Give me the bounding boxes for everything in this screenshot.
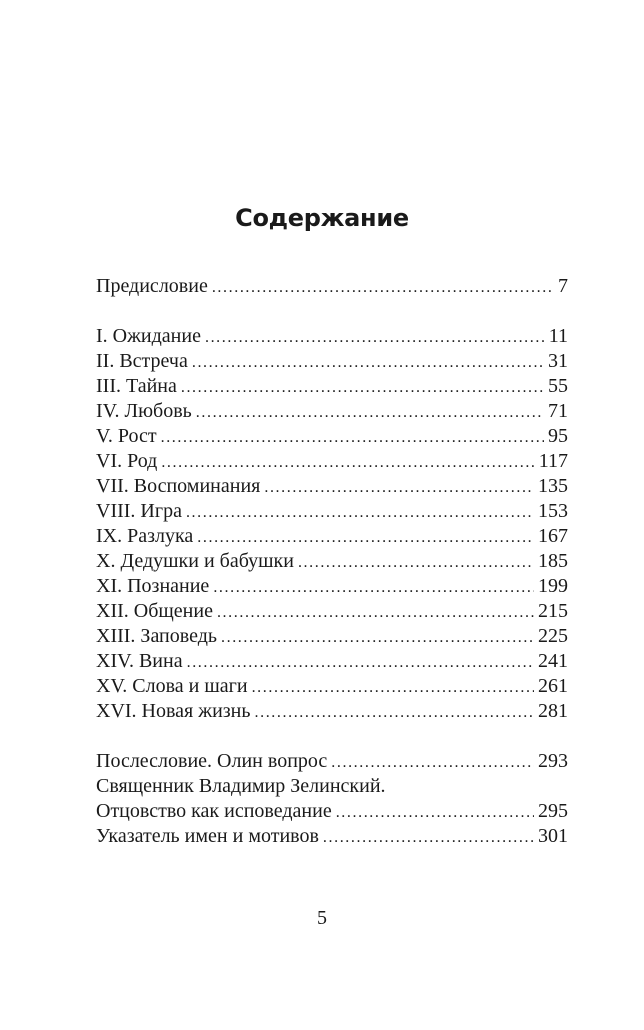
- toc-entry-label: VIII. Игра: [96, 500, 182, 522]
- page-number: 5: [317, 907, 327, 929]
- dot-leader: [264, 475, 534, 500]
- dot-leader: [196, 400, 544, 425]
- dot-leader: [186, 500, 534, 525]
- toc-entry-label: IV. Любовь: [96, 400, 192, 422]
- toc-entry-chapter[interactable]: [96, 699, 568, 724]
- dot-leader: [187, 650, 534, 675]
- toc-entry-label: VI. Род: [96, 450, 158, 472]
- dot-leader: [161, 425, 544, 450]
- dot-leader: [217, 600, 534, 625]
- toc-entry-chapter[interactable]: [96, 499, 568, 524]
- toc-entry-chapter[interactable]: [96, 349, 568, 374]
- toc-entry-page: 95: [548, 425, 568, 447]
- toc-entry-page: 31: [548, 350, 568, 372]
- toc-entry-label: XIV. Вина: [96, 650, 183, 672]
- dot-leader: [323, 825, 534, 850]
- dot-leader: [192, 350, 544, 375]
- toc-entry-label: Указатель имен и мотивов: [96, 825, 319, 847]
- toc-entry-page: 241: [538, 650, 568, 672]
- toc-entry-page: 225: [538, 625, 568, 647]
- toc-entry-chapter[interactable]: [96, 674, 568, 699]
- dot-leader: [181, 375, 544, 400]
- toc-entry-chapter[interactable]: [96, 549, 568, 574]
- toc-entry-page: 55: [548, 375, 568, 397]
- toc-entry-chapter[interactable]: [96, 324, 568, 349]
- spacer: [96, 724, 568, 749]
- toc-entry-page: 281: [538, 700, 568, 722]
- toc-entry-page: 199: [538, 575, 568, 597]
- toc-entry-label: X. Дедушки и бабушки: [96, 550, 294, 572]
- spacer: [96, 299, 568, 324]
- toc-entry-page: 135: [538, 475, 568, 497]
- toc-entry-chapter[interactable]: [96, 374, 568, 399]
- toc-entry-label: Предисловие: [96, 275, 208, 297]
- toc-entry-page: 215: [538, 600, 568, 622]
- toc-entry-page: 295: [538, 800, 568, 822]
- dot-leader: [336, 800, 534, 825]
- toc-entry-label: XV. Слова и шаги: [96, 675, 248, 697]
- toc-entry-label: XII. Общение: [96, 600, 213, 622]
- dot-leader: [213, 575, 534, 600]
- toc-entry-chapter[interactable]: [96, 399, 568, 424]
- toc-entry-chapter[interactable]: [96, 624, 568, 649]
- dot-leader: [212, 275, 554, 300]
- toc-entry-page: 7: [558, 275, 568, 297]
- toc-entry-chapter[interactable]: [96, 599, 568, 624]
- dot-leader: [298, 550, 534, 575]
- toc-entry-chapter[interactable]: [96, 474, 568, 499]
- toc-entry-label: Послесловие. Олин вопрос: [96, 750, 328, 772]
- toc-entry-label: V. Рост: [96, 425, 157, 447]
- toc-entry-chapter[interactable]: [96, 524, 568, 549]
- toc-entry-label: I. Ожидание: [96, 325, 201, 347]
- dot-leader: [205, 325, 545, 350]
- toc-title: Содержание: [235, 204, 409, 232]
- toc-entry-page: 167: [538, 525, 568, 547]
- toc-entry-essay[interactable]: [96, 799, 568, 824]
- toc-entry-label: IX. Разлука: [96, 525, 194, 547]
- toc-entry-page: 117: [538, 450, 568, 472]
- toc-entry-label: VII. Воспоминания: [96, 475, 261, 497]
- toc-entry-page: 185: [538, 550, 568, 572]
- dot-leader: [331, 750, 534, 775]
- toc-entry-page: 293: [538, 750, 568, 772]
- table-of-contents: [96, 274, 568, 849]
- toc-entry-preface[interactable]: [96, 274, 568, 299]
- dot-leader: [161, 450, 534, 475]
- dot-leader: [252, 675, 534, 700]
- toc-entry-chapter[interactable]: [96, 449, 568, 474]
- toc-entry-label: XI. Познание: [96, 575, 210, 597]
- toc-entry-page: 261: [538, 675, 568, 697]
- toc-entry-index[interactable]: [96, 824, 568, 849]
- toc-entry-page: 11: [548, 325, 568, 347]
- toc-entry-chapter[interactable]: [96, 424, 568, 449]
- toc-entry-author: Священник Владимир Зелинский.: [96, 775, 386, 797]
- dot-leader: [197, 525, 534, 550]
- toc-entry-label: XVI. Новая жизнь: [96, 700, 251, 722]
- toc-entry-chapter[interactable]: [96, 574, 568, 599]
- toc-entry-page: 153: [538, 500, 568, 522]
- toc-entry-page: 71: [548, 400, 568, 422]
- toc-entry-page: 301: [538, 825, 568, 847]
- toc-entry-chapter[interactable]: [96, 649, 568, 674]
- toc-entry-label: II. Встреча: [96, 350, 188, 372]
- dot-leader: [255, 700, 535, 725]
- toc-entry-afterword[interactable]: [96, 749, 568, 774]
- toc-entry-essay-author: [96, 774, 568, 799]
- toc-entry-label: XIII. Заповедь: [96, 625, 217, 647]
- toc-entry-label: Отцовство как исповедание: [96, 800, 332, 822]
- dot-leader: [221, 625, 534, 650]
- toc-entry-label: III. Тайна: [96, 375, 177, 397]
